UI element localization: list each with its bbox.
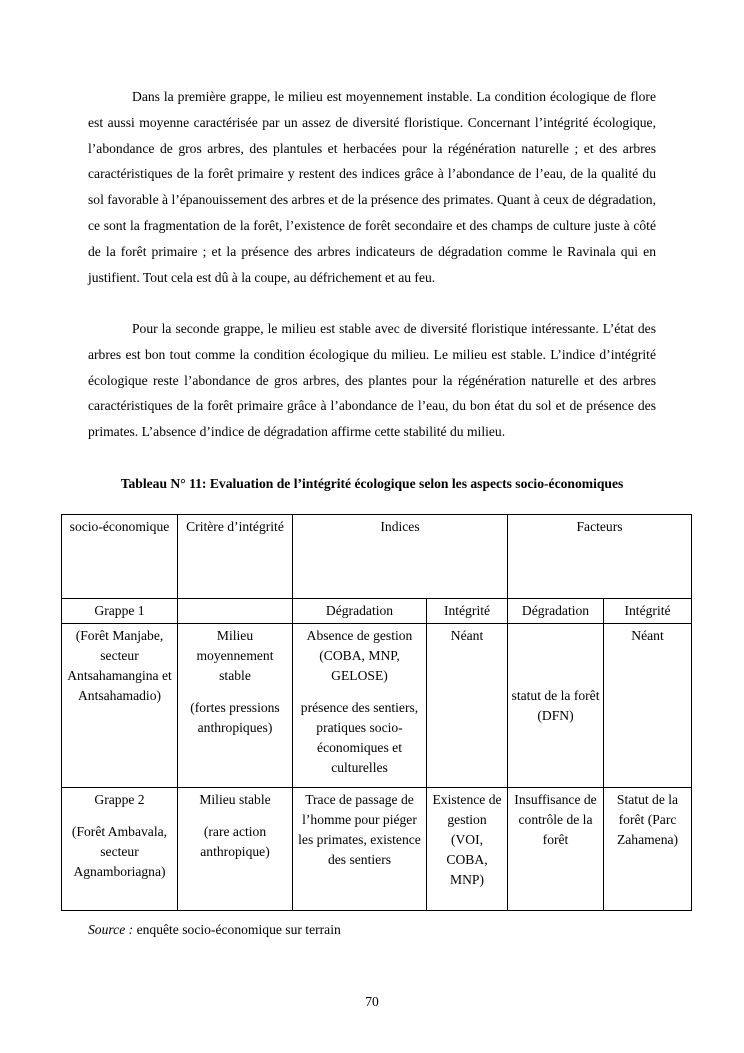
table-header-row [62,515,692,599]
grappe-2-critere-note: (rare action anthropique) [200,824,270,859]
subheader-critere-empty [178,599,293,624]
table-caption: Tableau N° 11: Evaluation de l’intégrité écologique selon les aspects socio-économiques [120,476,624,491]
table-row-grappe-1 [62,624,692,788]
grappe-1-location: (Forêt Manjabe, secteur Antsahamangina et Antsahamadio) [62,624,178,788]
grappe-2-critere [178,788,293,911]
source-text: enquête socio-économique sur terrain [133,922,341,937]
grappe-1-indices-degradation-a: Absence de gestion (COBA, MNP, GELOSE) [306,628,413,683]
header-indices: Indices [293,515,508,599]
page-number: 70 [365,994,379,1009]
source-label: Source : [88,922,134,937]
table-row-grappe-2 [62,788,692,911]
grappe-1-critere [178,624,293,788]
grappe-1-indices-degradation-b: présence des sentiers, pratiques socio-économiques et culturelles [300,700,419,775]
header-facteurs: Facteurs [508,515,692,599]
grappe-2-facteurs-degradation: Insuffisance de contrôle de la forêt [508,788,604,911]
grappe-1-facteurs-integrite: Néant [604,624,692,788]
subheader-facteurs-degradation: Dégradation [508,599,604,624]
grappe-1-critere-state: Milieu moyennement stable [196,628,274,683]
subheader-indices-integrite: Intégrité [427,599,508,624]
subheader-facteurs-integrite: Intégrité [604,599,692,624]
body-paragraph-1: Dans la première grappe, le milieu est moyennement instable. La condition écologique de flore est aussi moyenne caractérisée par un assez de diversité floristique. Concernant l’intégrité écologique, l’abondance de gros arbres, des plantules et herbacées pour la régénération naturelle ; et des arbres caractéristiques de la forêt primaire y restent des indices grâce à l’abondance de l’eau, de la qualité du sol favorable à l’épanouissement des arbres et de la présence des primates. Quant à ceux de dégradation, ce sont la fragmentation de la forêt, l’existence de forêt secondaire et des champs de culture juste à côté de la forêt primaire ; et la présence des arbres indicateurs de dégradation comme le Ravinala qui en justifient. Tout cela est dû à la coupe, au défrichement et au feu. [88,89,656,285]
grappe-2-label: Grappe 2 [94,792,145,807]
integrity-table [61,514,692,911]
source-note [88,922,341,938]
body-paragraph-2: Pour la seconde grappe, le milieu est stable avec de diversité floristique intéressante. L’état des arbres est bon tout comme la condition écologique du milieu. Le milieu est stable. L’indice d’intégrité écologique reste l’abondance de gros arbres, des plantes pour la régénération naturelle et des arbres caractéristiques de la forêt primaire grâce à l’abondance de l’eau, du bon état du sol et de présence des primates. L’absence d’indice de dégradation affirme cette stabilité du milieu. [88,321,656,440]
grappe-1-indices-degradation [293,624,427,788]
grappe-1-label: Grappe 1 [62,599,178,624]
grappe-1-indices-integrite: Néant [427,624,508,788]
grappe-2-location: (Forêt Ambavala, secteur Agnamboriagna) [71,824,168,879]
grappe-2-critere-state: Milieu stable [199,792,271,807]
grappe-1-critere-note: (fortes pressions anthropiques) [190,700,280,735]
grappe-2-indices-degradation: Trace de passage de l’homme pour piéger les primates, existence des sentiers [293,788,427,911]
subheader-indices-degradation: Dégradation [293,599,427,624]
grappe-1-facteurs-degradation: statut de la forêt (DFN) [508,624,604,788]
table-subheader-row [62,599,692,624]
grappe-2-cell [62,788,178,911]
grappe-2-facteurs-integrite: Statut de la forêt (Parc Zahamena) [604,788,692,911]
header-socio-economique: socio-économique [62,515,178,599]
grappe-2-indices-integrite: Existence de gestion (VOI, COBA, MNP) [427,788,508,911]
header-critere: Critère d’intégrité [178,515,293,599]
